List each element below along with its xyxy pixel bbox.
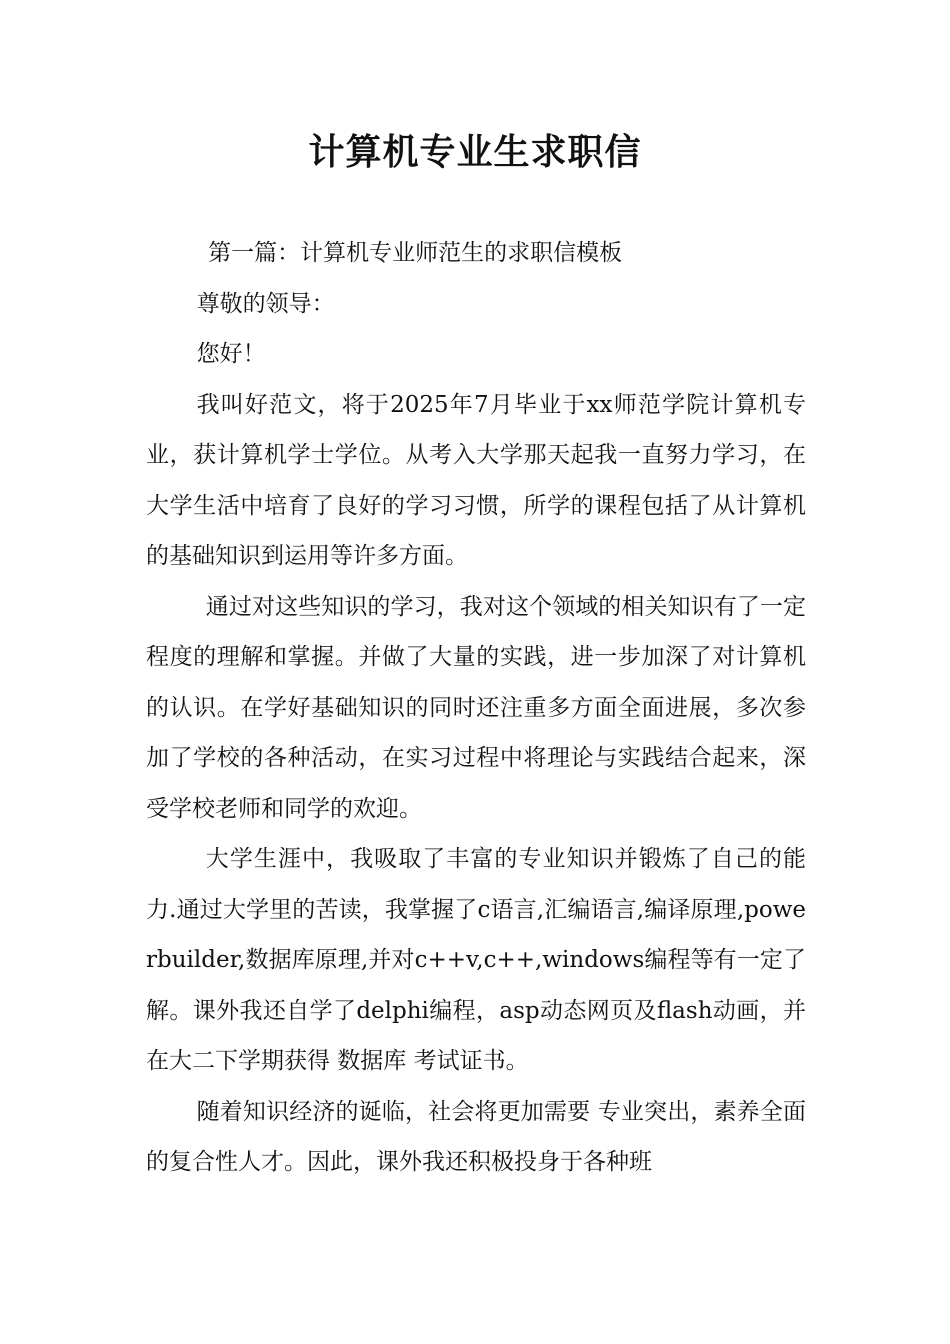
paragraph-3: 大学生涯中，我吸取了丰富的专业知识并锻炼了自己的能力.通过大学里的苦读，我掌握了c语言,汇编语言,编译原理,powerbuilder,数据库原理,并对c++v,c++,windows编程等有一定了解。课外我还自学了delphi编程，asp动态网页及flash动画，并在大二下学期获得 数据库 考试证书。 xyxy=(146,846,806,1074)
paragraph-1: 我叫好范文，将于2025年7月毕业于xx师范学院计算机专业，获计算机学士学位。从考入大学那天起我一直努力学习，在大学生活中培育了良好的学习习惯，所学的课程包括了从计算机的基础知识到运用等许多方面。 xyxy=(146,391,806,569)
letter-body xyxy=(146,228,806,1188)
paragraph-4: 随着知识经济的诞临，社会将更加需要 专业突出，素养全面 的复合性人才。因此，课外我还积极投身于各种班 xyxy=(146,1098,806,1175)
paragraph-2: 通过对这些知识的学习，我对这个领域的相关知识有了一定程度的理解和掌握。并做了大量的实践，进一步加深了对计算机的认识。在学好基础知识的同时还注重多方面全面进展，多次参加了学校的各种活动，在实习过程中将理论与实践结合起来，深受学校老师和同学的欢迎。 xyxy=(146,593,806,822)
greeting: 您好！ xyxy=(196,341,266,367)
salutation: 尊敬的领导： xyxy=(196,290,335,317)
document-title: 计算机专业生求职信 xyxy=(308,131,642,173)
section-heading: 第一篇：计算机专业师范生的求职信模板 xyxy=(208,240,623,266)
